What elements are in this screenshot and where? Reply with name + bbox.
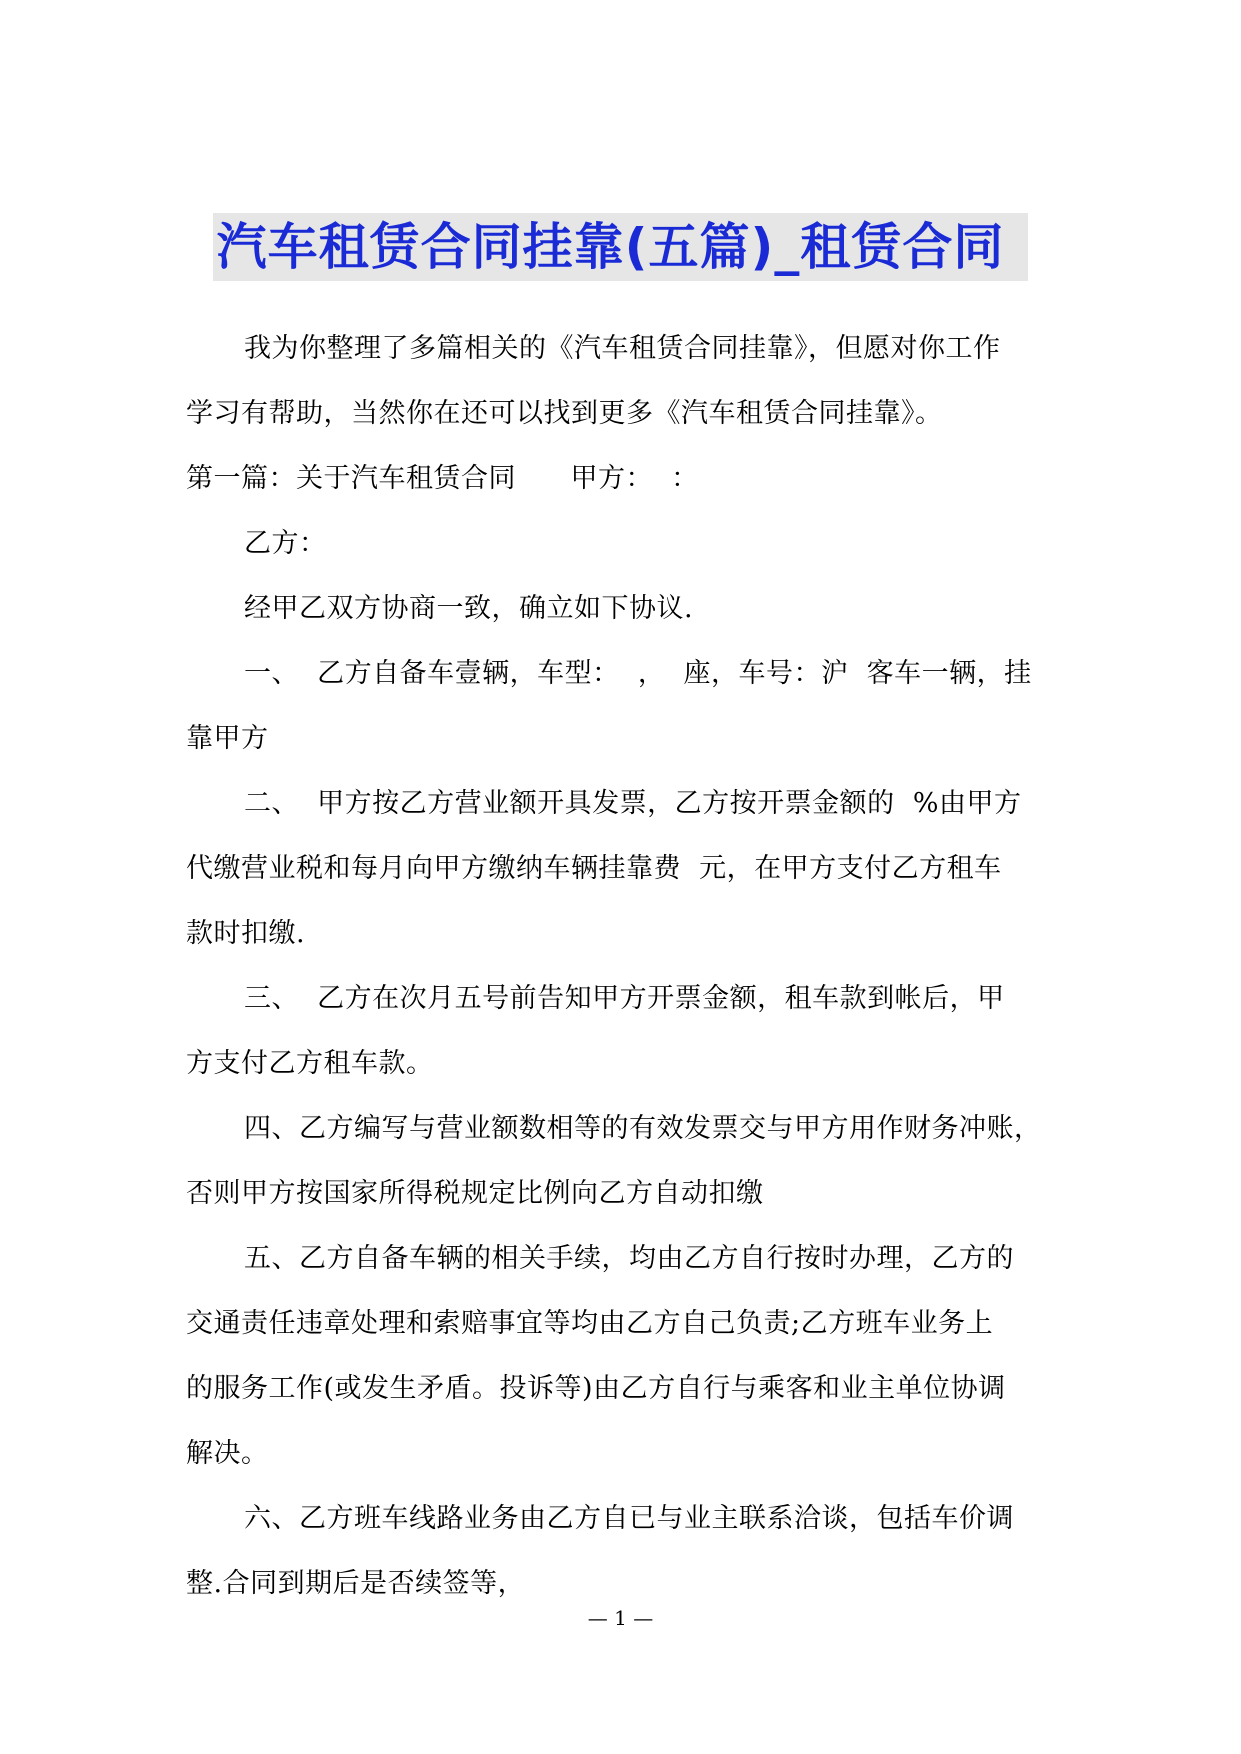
text-line-16: 交通责任违章处理和索赔事宜等均由乙方自己负责;乙方班车业务上	[186, 1308, 994, 1339]
text-line-8: 二、 甲方按乙方营业额开具发票，乙方按开票金额的 %由甲方	[244, 788, 1022, 819]
text-line-1: 我为你整理了多篇相关的《汽车租赁合同挂靠》，但愿对你工作	[244, 333, 1001, 364]
text-line-13: 四、乙方编写与营业额数相等的有效发票交与甲方用作财务冲账，	[244, 1113, 1042, 1144]
title-container	[0, 213, 1241, 281]
text-line-2: 学习有帮助，当然你在还可以找到更多《汽车租赁合同挂靠》。	[186, 398, 943, 429]
text-line-3: 第一篇：关于汽车租赁合同 甲方： ：	[186, 463, 699, 494]
text-line-6: 一、 乙方自备车壹辆，车型： ， 座，车号：沪 客车一辆，挂	[244, 658, 1032, 689]
text-line-5: 经甲乙双方协商一致，确立如下协议.	[244, 593, 694, 624]
text-line-20: 整.合同到期后是否续签等，	[186, 1568, 526, 1599]
document-body	[186, 316, 1056, 1616]
text-line-10: 款时扣缴.	[186, 918, 306, 949]
text-line-12: 方支付乙方租车款。	[186, 1048, 434, 1079]
text-line-15: 五、乙方自备车辆的相关手续，均由乙方自行按时办理，乙方的	[244, 1243, 1014, 1274]
text-line-7: 靠甲方	[186, 723, 269, 754]
text-line-4: 乙方：	[244, 528, 327, 559]
text-line-14: 否则甲方按国家所得税规定比例向乙方自动扣缴	[186, 1178, 764, 1209]
text-line-17: 的服务工作(或发生矛盾。投诉等)由乙方自行与乘客和业主单位协调	[186, 1373, 1006, 1404]
page-number: — 1 —	[587, 1606, 654, 1630]
text-line-18: 解决。	[186, 1438, 269, 1469]
text-line-9: 代缴营业税和每月向甲方缴纳车辆挂靠费 元，在甲方支付乙方租车	[186, 853, 1002, 884]
text-line-19: 六、乙方班车线路业务由乙方自已与业主联系洽谈，包括车价调	[244, 1503, 1014, 1534]
text-line-11: 三、 乙方在次月五号前告知甲方开票金额，租车款到帐后，甲	[244, 983, 1005, 1014]
document-title: 汽车租赁合同挂靠(五篇)_租赁合同	[213, 213, 1029, 281]
